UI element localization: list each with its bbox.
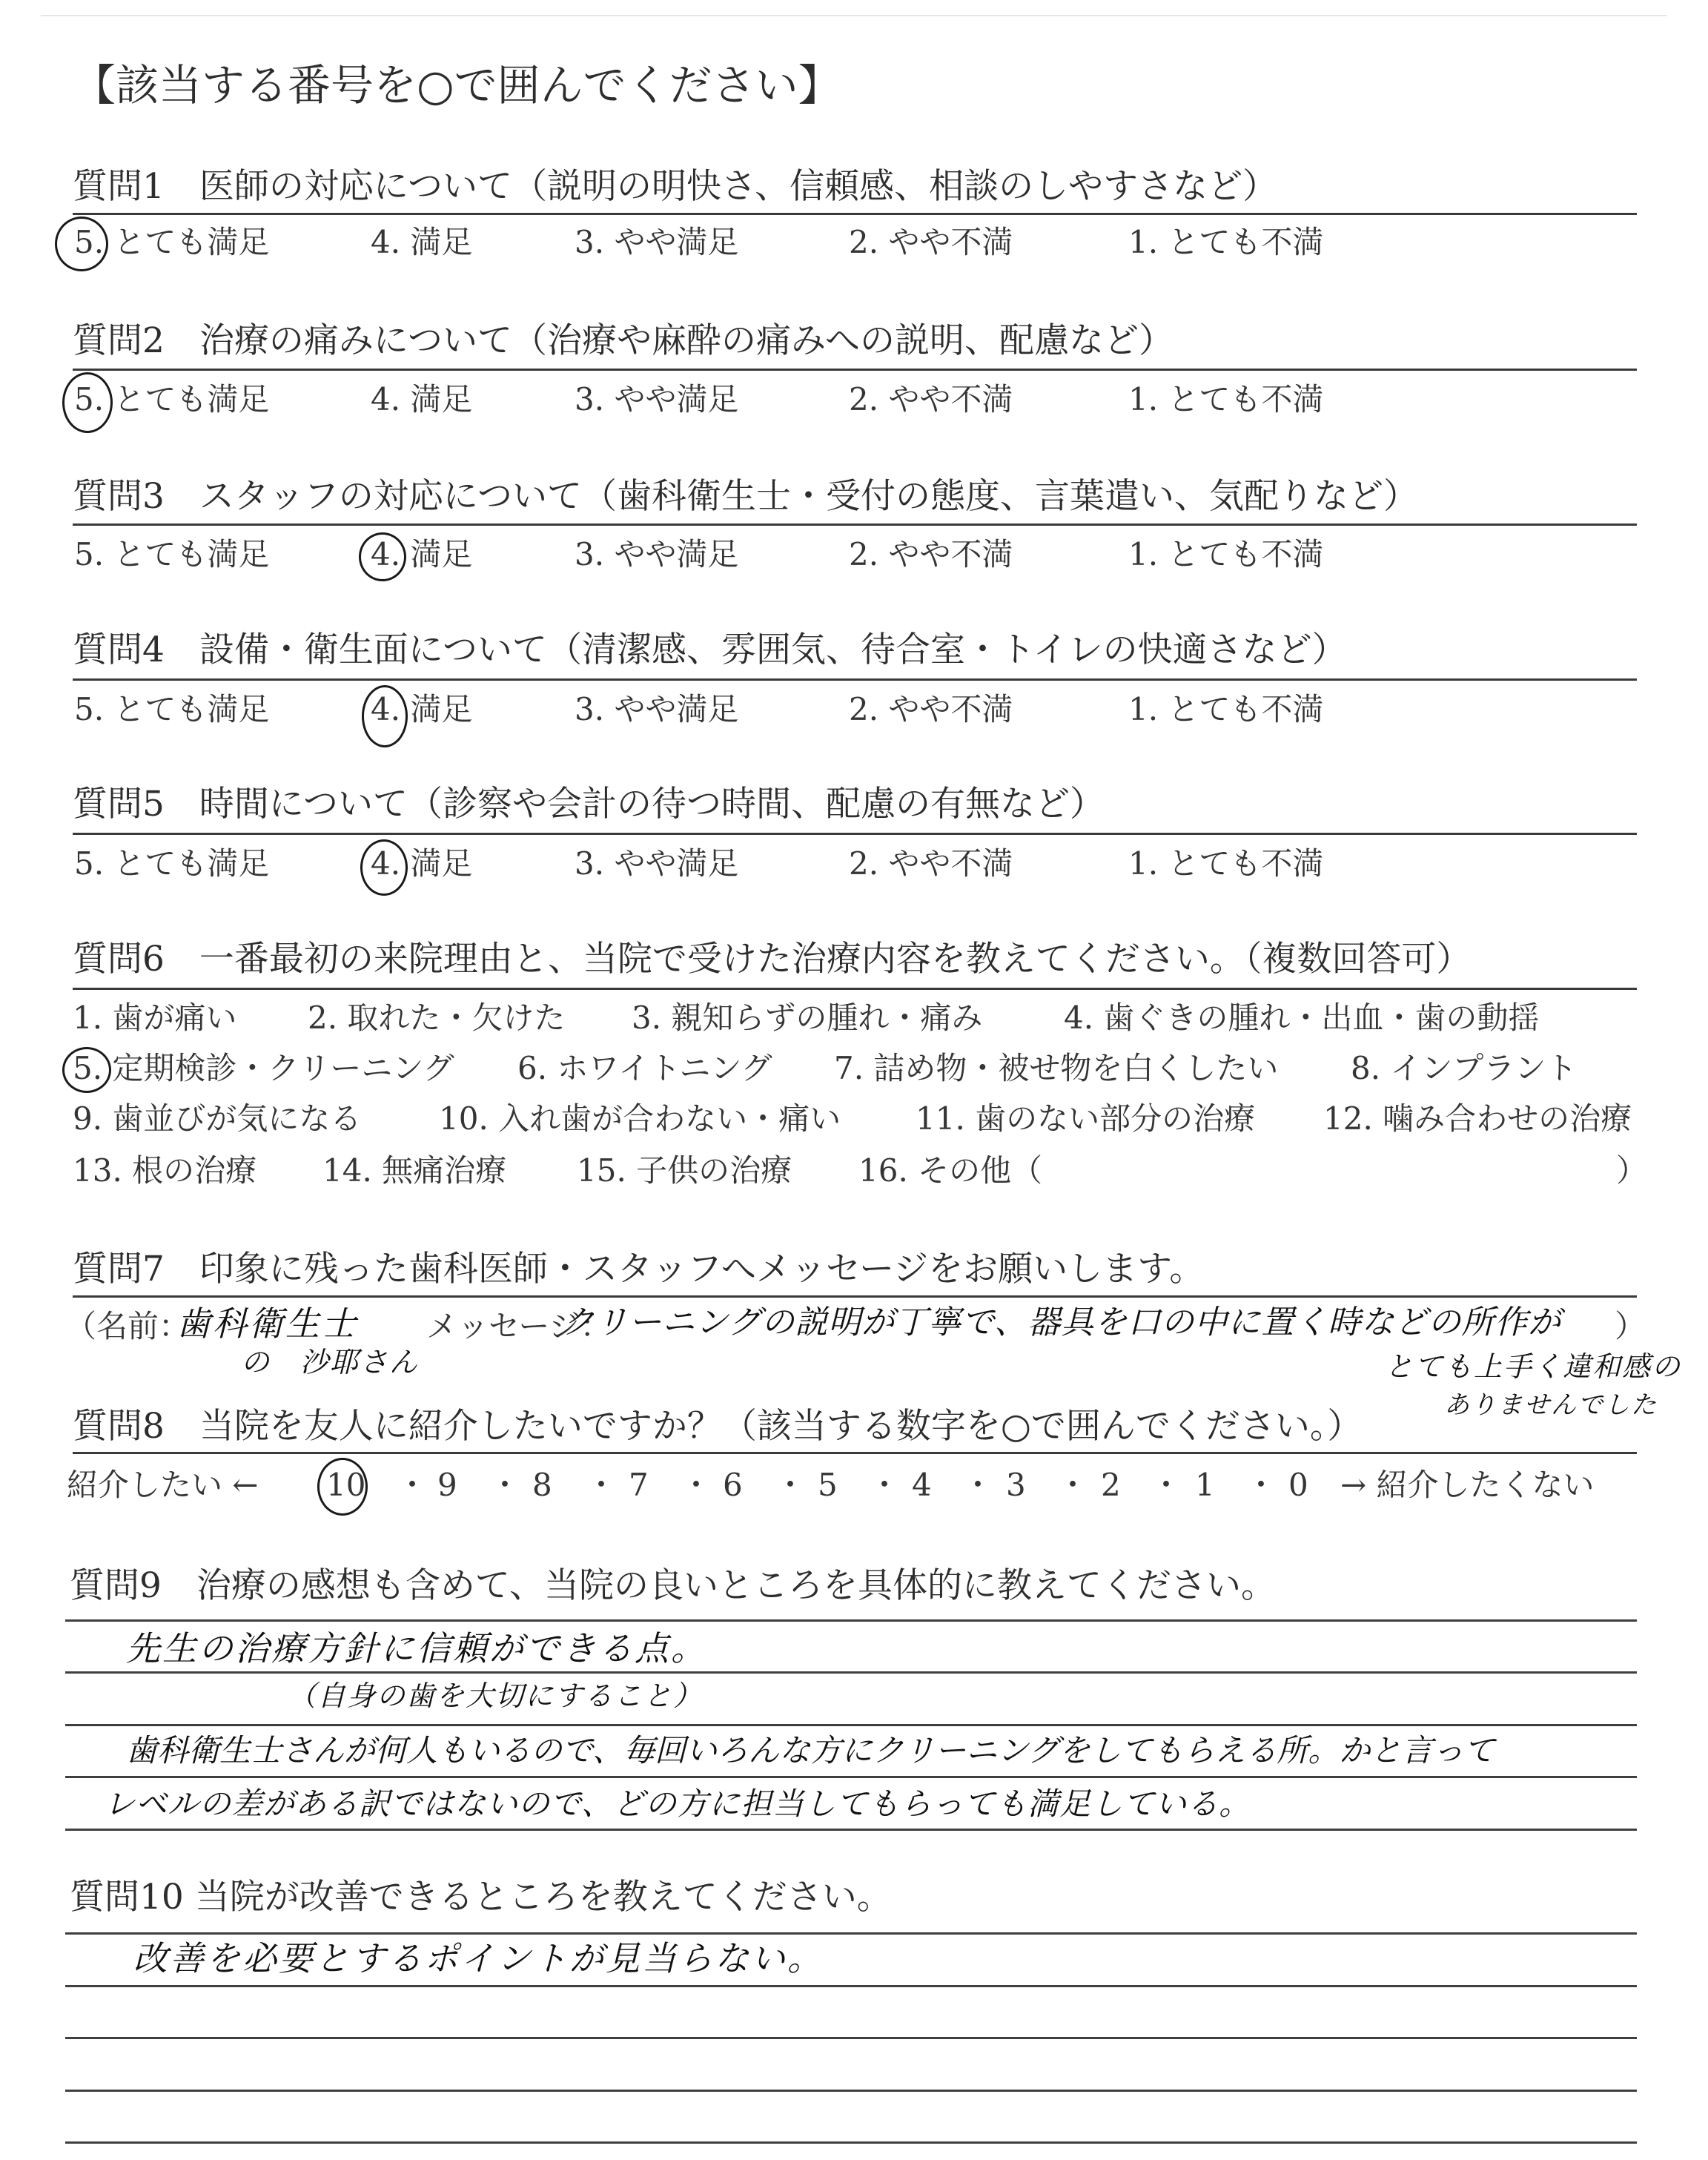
q6-option-13[interactable]: 13. 根の治療: [73, 1152, 257, 1189]
q10-answer-line: [65, 2141, 1637, 2144]
q10-answer-line: [65, 2090, 1637, 2092]
q7-handwritten-message-line1: クリーニングの説明が丁寧で、器具を口の中に置く時などの所作が: [562, 1304, 1562, 1341]
q2-option-4[interactable]: 4. 満足: [371, 381, 473, 417]
q8-scale-8[interactable]: 8: [532, 1467, 552, 1503]
q8-scale-5[interactable]: 5: [818, 1467, 838, 1503]
question-8-rule: [73, 1452, 1637, 1454]
q9-handwritten-line1: 先生の治療方針に信頼ができる点。: [126, 1628, 707, 1668]
q3-option-3[interactable]: 3. やや満足: [575, 536, 739, 572]
q8-scale-2[interactable]: 2: [1101, 1467, 1121, 1503]
question-3-rule: [73, 524, 1637, 526]
q8-sep: ・: [397, 1467, 428, 1503]
question-2-rule: [73, 369, 1637, 371]
q8-sep: ・: [962, 1467, 994, 1503]
q10-handwritten-line1: 改善を必要とするポイントが見当らない。: [133, 1938, 824, 1978]
q1-option-1[interactable]: 1. とても不満: [1128, 224, 1324, 260]
q9-answer-line: [65, 1671, 1637, 1674]
q8-scale-0[interactable]: 0: [1288, 1467, 1308, 1503]
question-1-rule: [73, 213, 1637, 215]
question-2-title: 質問2 治療の痛みについて（治療や麻酔の痛みへの説明、配慮など）: [73, 320, 1174, 361]
q5-option-4[interactable]: 4. 満足: [371, 845, 473, 882]
q7-handwritten-message-line2: とても上手く違和感の: [1385, 1350, 1682, 1383]
q7-name-label: （名前：: [65, 1308, 191, 1344]
q8-sep: ・: [681, 1467, 712, 1503]
q10-answer-line: [65, 1932, 1637, 1935]
q6-option-11[interactable]: 11. 歯のない部分の治療: [916, 1100, 1256, 1137]
question-1-title: 質問1 医師の対応について（説明の明快さ、信頼感、相談のしやすさなど）: [73, 166, 1278, 207]
q6-option-5[interactable]: 5. 定期検診・クリーニング: [73, 1050, 454, 1086]
q10-answer-line: [65, 2037, 1637, 2039]
q8-sep: ・: [1057, 1467, 1089, 1503]
q10-answer-line: [65, 1985, 1637, 1987]
q8-sep: ・: [1151, 1467, 1182, 1503]
q2-option-5[interactable]: 5. とても満足: [74, 381, 270, 417]
q2-option-3[interactable]: 3. やや満足: [575, 381, 739, 417]
q7-close-paren: ）: [1615, 1308, 1646, 1344]
q7-message-label: メッセージ：: [426, 1308, 612, 1344]
q4-option-1[interactable]: 1. とても不満: [1128, 691, 1324, 727]
q9-answer-line: [65, 1829, 1637, 1831]
q3-option-2[interactable]: 2. やや不満: [849, 536, 1013, 572]
q8-sep: ・: [1245, 1467, 1277, 1503]
question-4-title: 質問4 設備・衛生面について（清潔感、雰囲気、待合室・トイレの快適さなど）: [73, 630, 1347, 670]
q6-option-4[interactable]: 4. 歯ぐきの腫れ・出血・歯の動揺: [1064, 1000, 1540, 1036]
question-7-title: 質問7 印象に残った歯科医師・スタッフへメッセージをお願いします。: [73, 1249, 1205, 1289]
q1-option-4[interactable]: 4. 満足: [371, 224, 473, 260]
q9-handwritten-line3: 歯科衛生士さんが何人もいるので、毎回いろんな方にクリーニングをしてもらえる所。かと言って: [126, 1732, 1495, 1768]
q3-option-5[interactable]: 5. とても満足: [74, 536, 270, 572]
question-9-title: 質問9 治療の感想も含めて、当院の良いところを具体的に教えてください。: [70, 1565, 1276, 1606]
q6-option-9[interactable]: 9. 歯並びが気になる: [73, 1100, 362, 1137]
q5-option-1[interactable]: 1. とても不満: [1128, 845, 1324, 882]
top-border: [41, 15, 1667, 16]
q5-option-3[interactable]: 3. やや満足: [575, 845, 739, 882]
q8-sep: ・: [489, 1467, 521, 1503]
q8-left-label: 紹介したい ←: [67, 1467, 259, 1503]
q8-sep: ・: [775, 1467, 807, 1503]
q9-answer-line: [65, 1619, 1637, 1622]
q6-option-2[interactable]: 2. 取れた・欠けた: [308, 1000, 566, 1036]
q3-option-4[interactable]: 4. 満足: [371, 536, 473, 572]
q6-option-1[interactable]: 1. 歯が痛い: [73, 1000, 237, 1036]
q8-scale-9[interactable]: 9: [437, 1467, 457, 1503]
q6-option-7[interactable]: 7. 詰め物・被せ物を白くしたい: [834, 1050, 1279, 1086]
q8-sep: ・: [869, 1467, 901, 1503]
question-7-rule: [73, 1295, 1637, 1298]
q5-option-2[interactable]: 2. やや不満: [849, 845, 1013, 882]
q1-option-5[interactable]: 5. とても満足: [74, 224, 270, 260]
question-4-rule: [73, 678, 1637, 681]
q6-option-10[interactable]: 10. 入れ歯が合わない・痛い: [439, 1100, 841, 1137]
q8-scale-4[interactable]: 4: [912, 1467, 932, 1503]
q5-option-5[interactable]: 5. とても満足: [74, 845, 270, 882]
q6-option-15[interactable]: 15. 子供の治療: [577, 1152, 792, 1189]
question-10-title: 質問10 当院が改善できるところを教えてください。: [70, 1877, 892, 1918]
q4-option-2[interactable]: 2. やや不満: [849, 691, 1013, 727]
question-3-title: 質問3 スタッフの対応について（歯科衛生士・受付の態度、言葉遣い、気配りなど）: [73, 476, 1418, 517]
q9-handwritten-line4: レベルの差がある訳ではないので、どの方に担当してもらっても満足している。: [104, 1786, 1251, 1822]
q4-option-3[interactable]: 3. やや満足: [575, 691, 739, 727]
q6-option-6[interactable]: 6. ホワイトニング: [517, 1050, 772, 1086]
q6-option-3[interactable]: 3. 親知らずの腫れ・痛み: [632, 1000, 983, 1036]
q6-option-16[interactable]: 16. その他（: [858, 1152, 1043, 1189]
q8-scale-6[interactable]: 6: [723, 1467, 743, 1503]
q4-option-5[interactable]: 5. とても満足: [74, 691, 270, 727]
q8-scale-3[interactable]: 3: [1006, 1467, 1026, 1503]
q8-scale-10[interactable]: 10: [326, 1467, 366, 1503]
question-6-rule: [73, 988, 1637, 990]
question-5-title: 質問5 時間について（診察や会計の待つ時間、配慮の有無など）: [73, 784, 1105, 825]
q9-handwritten-line2: （自身の歯を大切にすること）: [288, 1680, 704, 1712]
q4-option-4[interactable]: 4. 満足: [371, 691, 473, 727]
q2-option-1[interactable]: 1. とても不満: [1128, 381, 1324, 417]
q6-option-8[interactable]: 8. インプラント: [1351, 1050, 1578, 1086]
q6-option-12[interactable]: 12. 噛み合わせの治療: [1323, 1100, 1632, 1137]
q9-answer-line: [65, 1776, 1637, 1778]
q2-option-2[interactable]: 2. やや不満: [849, 381, 1013, 417]
q7-handwritten-message-line3: ありませんでした: [1444, 1390, 1658, 1420]
question-6-title: 質問6 一番最初の来院理由と、当院で受けた治療内容を教えてください。（複数回答可）: [73, 939, 1472, 980]
q1-option-2[interactable]: 2. やや不満: [849, 224, 1013, 260]
q7-handwritten-name-line1: 歯科衛生士: [176, 1304, 358, 1344]
q6-option-14[interactable]: 14. 無痛治療: [322, 1152, 507, 1189]
q7-handwritten-name-line2: の 沙耶さん: [241, 1346, 420, 1378]
q8-right-label: → 紹介したくない: [1340, 1467, 1595, 1503]
q3-option-1[interactable]: 1. とても不満: [1128, 536, 1324, 572]
question-8-title: 質問8 当院を友人に紹介したいですか？（該当する数字を○で囲んでください。）: [73, 1406, 1363, 1447]
q9-answer-line: [65, 1724, 1637, 1726]
q8-sep: ・: [586, 1467, 618, 1503]
q8-scale-7[interactable]: 7: [629, 1467, 649, 1503]
q6-other-close-paren: ）: [1616, 1152, 1648, 1189]
question-5-rule: [73, 833, 1637, 835]
form-heading: 【該当する番号を○で囲んでください】: [73, 60, 841, 110]
q1-option-3[interactable]: 3. やや満足: [575, 224, 739, 260]
q8-scale-1[interactable]: 1: [1195, 1467, 1215, 1503]
